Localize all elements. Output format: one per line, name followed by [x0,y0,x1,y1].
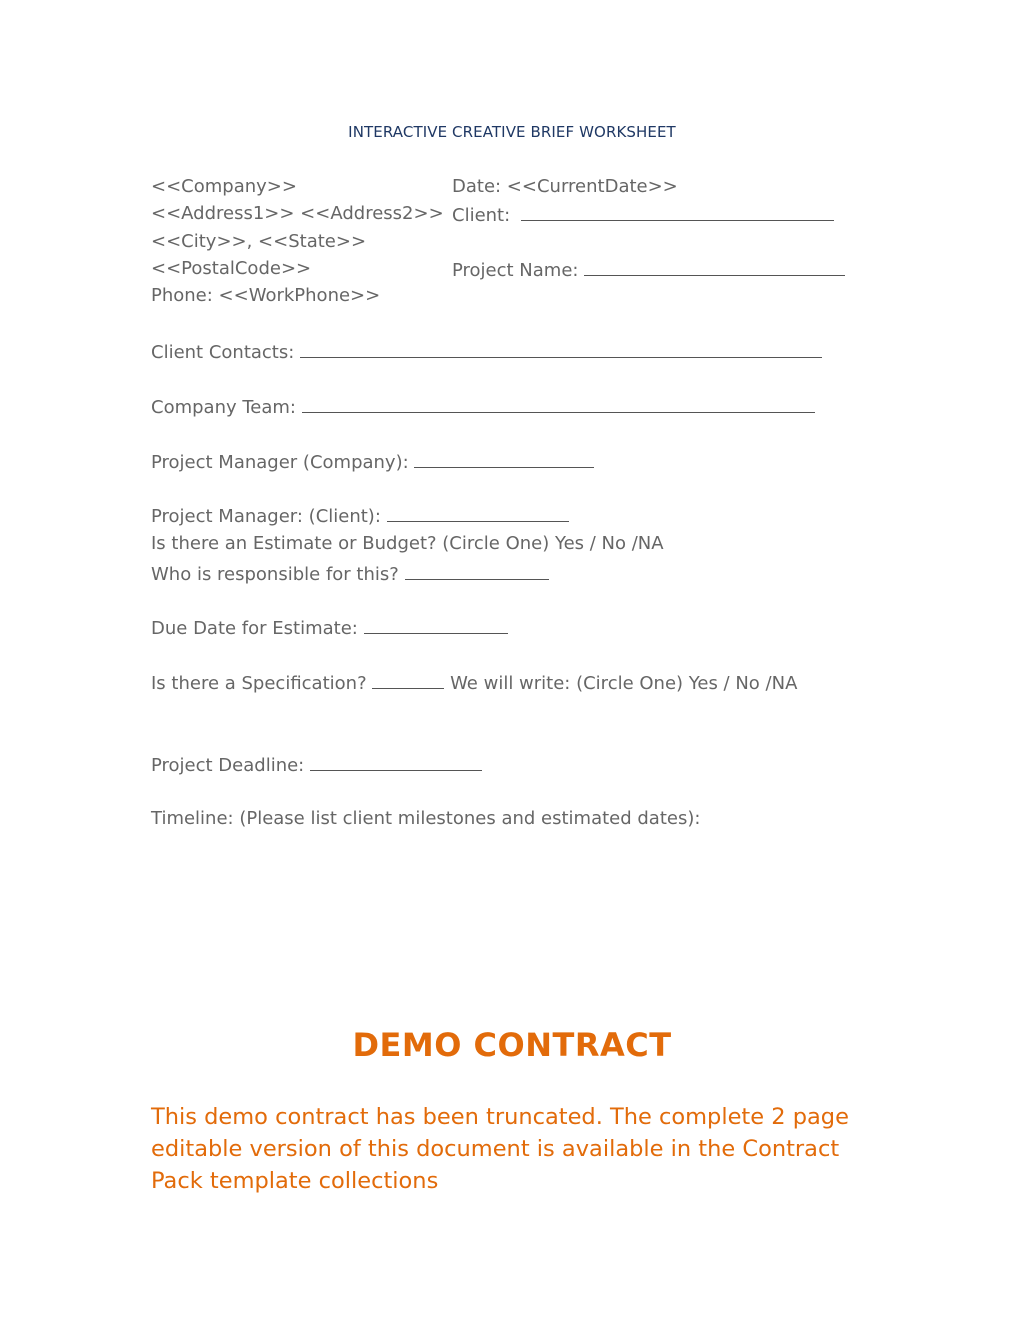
date-placeholder: Date: <<CurrentDate>> [452,176,678,197]
client-blank[interactable] [521,203,834,221]
pm-client-blank[interactable] [387,504,569,522]
deadline-label: Project Deadline: [151,755,310,776]
company-placeholder: <<Company>> [151,176,297,197]
address-placeholder: <<Address1>> <<Address2>> [151,203,444,224]
postal-code-placeholder: <<PostalCode>> [151,258,312,279]
company-team-field [151,395,815,419]
specification-field [151,671,797,695]
document-title: INTERACTIVE CREATIVE BRIEF WORKSHEET [348,123,676,141]
estimate-question: Is there an Estimate or Budget? (Circle One) Yes / No /NA [151,533,664,554]
specification-label: Is there a Specification? [151,673,373,694]
deadline-blank[interactable] [310,753,482,771]
phone-placeholder: Phone: <<WorkPhone>> [151,285,381,306]
due-date-blank[interactable] [364,616,508,634]
pm-client-label: Project Manager: (Client): [151,506,387,527]
company-team-label: Company Team: [151,397,302,418]
project-name-label: Project Name: [452,260,585,281]
responsible-blank[interactable] [405,562,549,580]
due-date-label: Due Date for Estimate: [151,618,364,639]
pm-company-blank[interactable] [414,450,594,468]
company-team-blank[interactable] [302,395,815,413]
responsible-label: Who is responsible for this? [151,564,405,585]
project-name-blank[interactable] [584,258,845,276]
pm-client-field [151,504,569,528]
project-name-field [452,258,845,282]
client-contacts-label: Client Contacts: [151,342,301,363]
client-contacts-field [151,340,822,364]
pm-company-field [151,450,594,474]
due-date-field [151,616,508,640]
deadline-field [151,753,482,777]
specification-blank[interactable] [372,671,444,689]
city-state-placeholder: <<City>>, <<State>> [151,231,367,252]
demo-contract-title: DEMO CONTRACT [352,1026,672,1064]
client-contacts-blank[interactable] [300,340,822,358]
we-will-write-label: We will write: (Circle One) Yes / No /NA [444,673,798,694]
demo-contract-notice: This demo contract has been truncated. The complete 2 page editable version of this document is available in the Contract Pack template collections [151,1104,849,1194]
client-field [452,203,834,227]
responsible-field [151,562,549,586]
timeline-label: Timeline: (Please list client milestones and estimated dates): [151,808,701,829]
pm-company-label: Project Manager (Company): [151,452,415,473]
client-label: Client: [452,205,516,226]
